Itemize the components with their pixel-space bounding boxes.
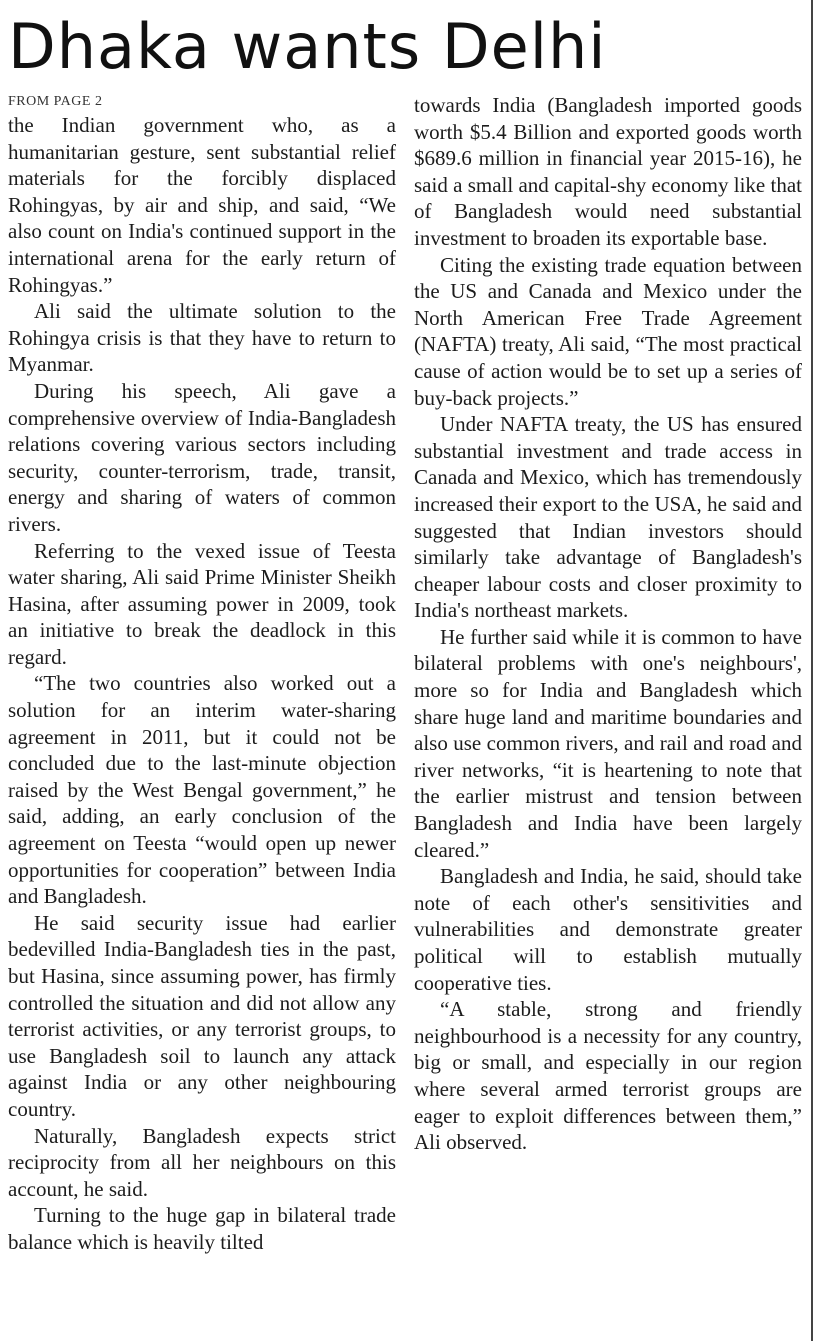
- paragraph: towards India (Bangladesh imported goods worth $5.4 Billion and exported goods worth $689.6 million in financial year 2015-16), he said a small and capital-shy economy like that of Bangladesh would need substantial investment to broaden its exportable base.: [414, 93, 802, 250]
- paragraph: Bangladesh and India, he said, should take note of each other's sensitivities and vulnerabilities and demonstrate greater political will to establish mutually cooperative ties.: [414, 864, 802, 995]
- article-column-right: [414, 92, 802, 1156]
- headline: Dhaka wants Delhi: [8, 10, 607, 83]
- paragraph: Ali said the ultimate solution to the Rohingya crisis is that they have to return to Myanmar.: [8, 299, 396, 377]
- paragraph: He further said while it is common to have bilateral problems with one's neighbours', more so for India and Bangladesh which share huge land and maritime boundaries and also use common rivers, and rail and road and river networks, “it is heartening to note that the earlier mistrust and tension between Bangladesh and India have been largely cleared.”: [414, 624, 802, 862]
- paragraph: Turning to the huge gap in bilateral trade balance which is heavily tilted: [8, 1203, 396, 1254]
- column-rule: [811, 0, 813, 1341]
- paragraph: Naturally, Bangladesh expects strict reciprocity from all her neighbours on this account, he said.: [8, 1123, 396, 1201]
- paragraph: Citing the existing trade equation between the US and Canada and Mexico under the North American Free Trade Agreement (NAFTA) treaty, Ali said, “The most practical cause of action would be to set up a series of buy-back projects.”: [414, 252, 802, 410]
- article-column-left: [8, 92, 396, 1256]
- paragraph: Under NAFTA treaty, the US has ensured substantial investment and trade access in Canada and Mexico, which has tremendously increased their export to the USA, he said and suggested that Indian investors should similarly take advantage of Bangladesh's cheaper labour costs and closer proximity to India's northeast markets.: [414, 412, 802, 623]
- paragraph: the Indian government who, as a humanitarian gesture, sent substantial relief materials for the forcibly displaced Rohingyas, by air and ship, and said, “We also count on India's continued support in the international arena for the early return of Rohingyas.”: [8, 113, 396, 297]
- paragraph: He said security issue had earlier bedevilled India-Bangladesh ties in the past, but Hasina, since assuming power, has firmly controlled the situation and did not allow any terrorist activities, or any terrorist groups, to use Bangladesh soil to launch any attack against India or any other neighbouring country.: [8, 910, 396, 1121]
- paragraph: Referring to the vexed issue of Teesta water sharing, Ali said Prime Minister Sheikh Hasina, after assuming power in 2009, took an initiative to break the deadlock in this regard.: [8, 538, 396, 669]
- paragraph: During his speech, Ali gave a comprehensive overview of India-Bangladesh relations covering various sectors including security, counter-terrorism, trade, transit, energy and sharing of waters of common rivers.: [8, 378, 396, 536]
- jump-label: FROM PAGE 2: [8, 94, 103, 109]
- paragraph: “A stable, strong and friendly neighbourhood is a necessity for any country, big or small, and especially in our region where several armed terrorist groups are eager to exploit differences between them,” Ali observed.: [414, 997, 802, 1155]
- paragraph: “The two countries also worked out a solution for an interim water-sharing agreement in 2011, but it could not be concluded due to the last-minute objection raised by the West Bengal government,” he said, adding, an early conclusion of the agreement on Teesta “would open up newer opportunities for cooperation” between India and Bangladesh.: [8, 671, 396, 909]
